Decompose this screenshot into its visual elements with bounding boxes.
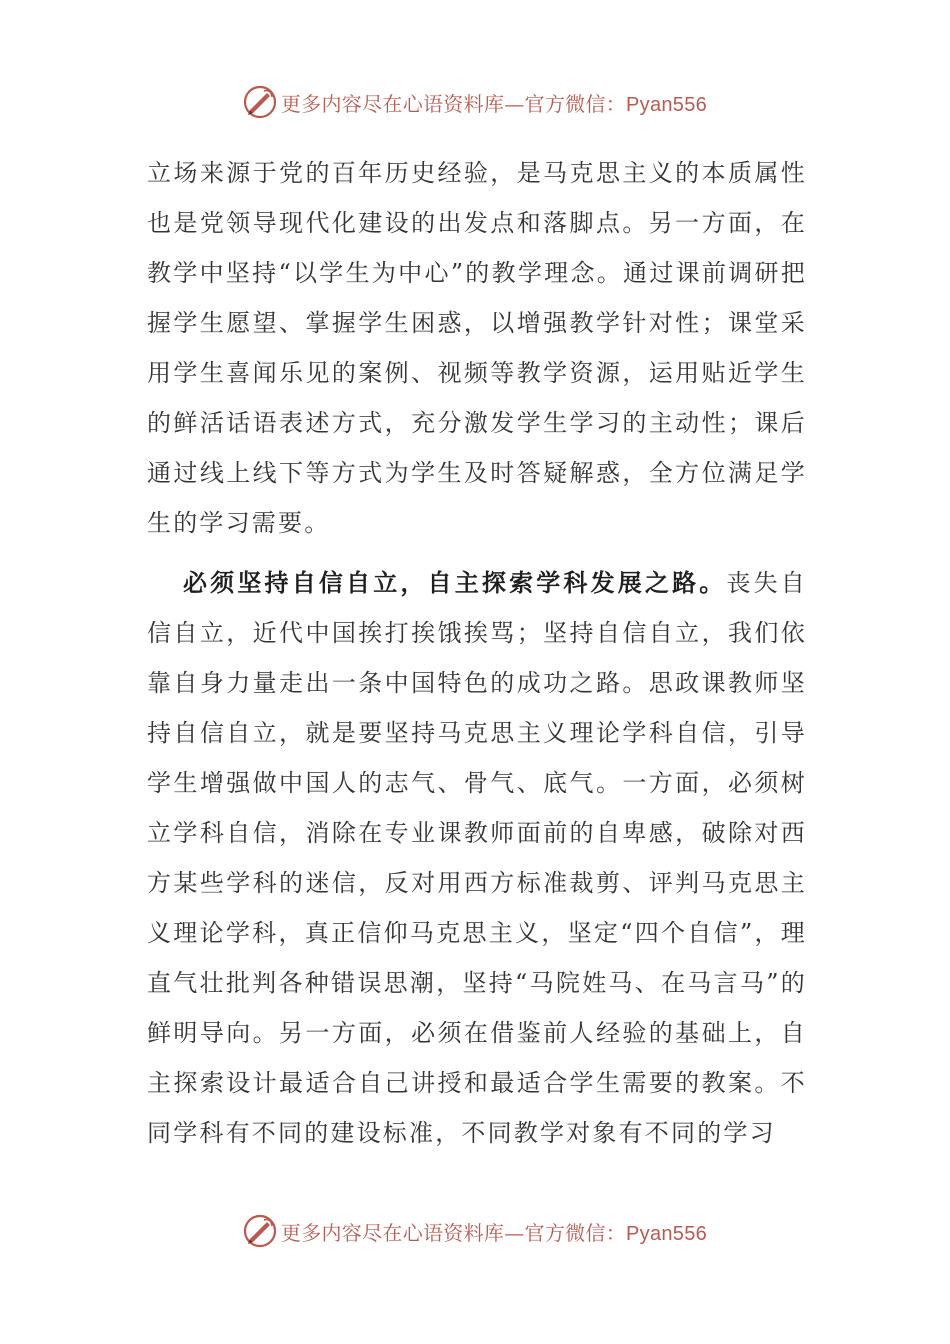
footer-banner-text: [281, 1217, 707, 1246]
pen-logo-icon: [243, 85, 277, 119]
footer-account: Pyan556: [626, 1222, 708, 1245]
header-banner: [0, 80, 950, 124]
document-body: [147, 148, 807, 1158]
footer-banner: [0, 1209, 950, 1253]
header-brand: 更多内容尽在心语资料库—: [280, 91, 525, 116]
pen-logo-icon: [243, 1214, 277, 1248]
paragraph-1: 立场来源于党的百年历史经验，是马克思主义的本质属性也是党领导现代化建设的出发点和落脚点。另一方面，在教学中坚持“以学生为中心”的教学理念。通过课前调研把握学生愿望、掌握学生困惑，以增强教学针对性；课堂采用学生喜闻乐见的案例、视频等教学资源，运用贴近学生的鲜活话语表述方式，充分激发学生学习的主动性；课后通过线上线下等方式为学生及时答疑解惑，全方位满足学生的学习需要。: [147, 159, 807, 537]
header-wechat-label: 官方微信：: [524, 91, 627, 116]
footer-brand: 更多内容尽在心语资料库—: [280, 1220, 525, 1245]
paragraph-2: [147, 558, 807, 1158]
header-account: Pyan556: [626, 93, 708, 116]
footer-wechat-label: 官方微信：: [524, 1220, 627, 1245]
paragraph-2-body: 丧失自信自立，近代中国挨打挨饿挨骂；坚持自信自立，我们依靠自身力量走出一条中国特色的成功之路。思政课教师坚持自信自立，就是要坚持马克思主义理论学科自信，引导学生增强做中国人的志气、骨气、底气。一方面，必须树立学科自信，消除在专业课教师面前的自卑感，破除对西方某些学科的迷信，反对用西方标准裁剪、评判马克思主义理论学科，真正信仰马克思主义，坚定“四个自信”，理直气壮批判各种错误思潮，坚持“马院姓马、在马言马”的鲜明导向。另一方面，必须在借鉴前人经验的基础上，自主探索设计最适合自己讲授和最适合学生需要的教案。不同学科有不同的建设标准，不同教学对象有不同的学习: [147, 569, 807, 1147]
header-banner-text: [281, 88, 707, 117]
paragraph-2-lead: 必须坚持自信自立，自主探索学科发展之路。: [183, 568, 727, 597]
